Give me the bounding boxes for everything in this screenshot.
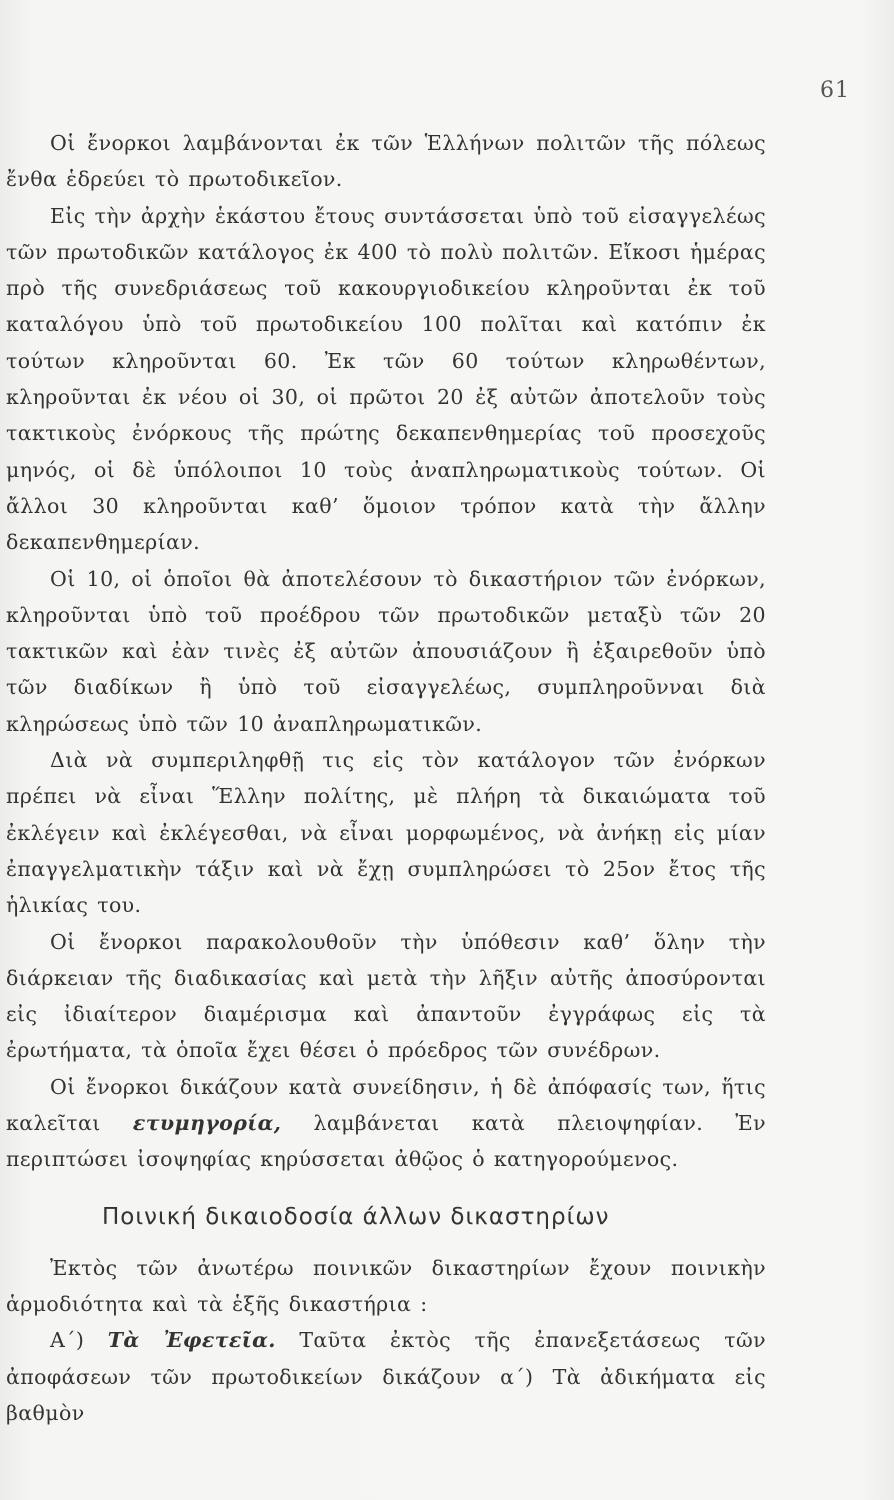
- verdict-text-after: λαμβάνεται κατὰ πλειοψηφίαν. Ἐν περιπτώσει ἰσοψηφίας κηρύσσεται ἀθῷος ὁ κατηγορούμενος.: [6, 1111, 766, 1172]
- list-label: Α΄): [50, 1328, 108, 1353]
- paragraph-juror-eligibility: Διὰ νὰ συμπεριληφθῇ τις εἰς τὸν κατάλογον τῶν ἐνόρκων πρέπει νὰ εἶναι Ἕλλην πολίτης, μὲ πλήρη τὰ δικαιώματα τοῦ ἐκλέγειν καὶ ἐκλέγεσθαι, νὰ εἶναι μορφωμένος, νὰ ἀνήκῃ εἰς μίαν ἐπαγγελματικὴν τάξιν καὶ νὰ ἔχῃ συμπληρώσει τὸ 25ον ἔτος τῆς ἡλικίας του.: [6, 748, 766, 918]
- paragraph-juror-list: Εἰς τὴν ἀρχὴν ἑκάστου ἔτους συντάσσεται ὑπὸ τοῦ εἰσαγγελέως τῶν πρωτοδικῶν κατάλογος ἐκ 400 τὸ πολὺ πολιτῶν. Εἴκοσι ἡμέρας πρὸ τῆς συνεδριάσεως τοῦ κακουργιοδικείου κληροῦνται ἐκ τοῦ καταλόγου ὑπὸ τοῦ πρωτοδικείου 100 πολῖται καὶ κατόπιν ἐκ τούτων κληροῦνται 60. Ἐκ τῶν 60 τούτων κληρωθέντων, κληροῦνται ἐκ νέου οἱ 30, οἱ πρῶτοι 20 ἐξ αὐτῶν ἀποτελοῦν τοὺς τακτικοὺς ἐνόρκους τῆς πρώτης δεκαπενθημερίας τοῦ προσεχοῦς μηνός, οἱ δὲ ὑπόλοιποι 10 τοὺς ἀναπληρωματικοὺς τούτων. Οἱ ἄλλοι 30 κληροῦνται καθ’ ὅμοιον τρόπον κατὰ τὴν ἄλλην δεκαπενθημερίαν.: [6, 203, 766, 555]
- paragraph-verdict: [6, 1069, 766, 1178]
- verdict-text-before: Οἱ ἔνορκοι δικάζουν κατὰ συνείδησιν, ἡ δὲ ἀπόφασίς των, ἥτις καλεῖται: [6, 1074, 766, 1136]
- appeal-courts-term: Τὰ Ἐφετεῖα.: [107, 1328, 276, 1353]
- paragraph-appeal-courts: [6, 1322, 766, 1431]
- section-heading: Ποινική δικαιοδοσία άλλων δικαστηρίων: [102, 1203, 610, 1230]
- paragraph-jurors-selection: Οἱ ἔνορκοι λαμβάνονται ἐκ τῶν Ἑλλήνων πολιτῶν τῆς πόλεως ἔνθα ἑδρεύει τὸ πρωτοδικεῖον.: [6, 131, 766, 192]
- verdict-term: ετυμηγορία,: [132, 1111, 282, 1136]
- appeal-courts-text: Ταῦτα ἐκτὸς τῆς ἐπανεξετάσεως τῶν ἀποφάσεων τῶν πρωτοδικείων δικάζουν α΄) Τὰ ἀδικήματα εἰς βαθμὸν: [6, 1328, 766, 1425]
- paragraph-juror-deliberation: Οἱ ἔνορκοι παρακολουθοῦν τὴν ὑπόθεσιν καθ’ ὅλην τὴν διάρκειαν τῆς διαδικασίας καὶ μετὰ τὴν λῆξιν αὐτῆς ἀποσύρονται εἰς ἰδιαίτερον διαμέρισμα καὶ ἀπαντοῦν ἐγγράφως εἰς τὰ ἐρωτήματα, τὰ ὁποῖα ἔχει θέσει ὁ πρόεδρος τῶν συνέδρων.: [6, 929, 766, 1063]
- paragraph-other-courts-intro: Ἐκτὸς τῶν ἀνωτέρω ποινικῶν δικαστηρίων ἔχουν ποινικὴν ἁρμοδιότητα καὶ τὰ ἑξῆς δικαστήρια :: [6, 1255, 766, 1316]
- body-text: [6, 125, 766, 1431]
- paragraph-court-composition: Οἱ 10, οἱ ὁποῖοι θὰ ἀποτελέσουν τὸ δικαστήριον τῶν ἐνόρκων, κληροῦνται ὑπὸ τοῦ προέδρου τῶν πρωτοδικῶν μεταξὺ τῶν 20 τακτικῶν καὶ ἐὰν τινὲς ἐξ αὐτῶν ἀπουσιάζουν ἢ ἐξαιρεθοῦν ὑπὸ τῶν διαδίκων ἢ ὑπὸ τοῦ εἰσαγγελέως, συμπληροῦνναι διὰ κληρώσεως ὑπὸ τῶν 10 ἀναπληρωματικῶν.: [6, 566, 766, 736]
- page-number: 61: [820, 78, 850, 103]
